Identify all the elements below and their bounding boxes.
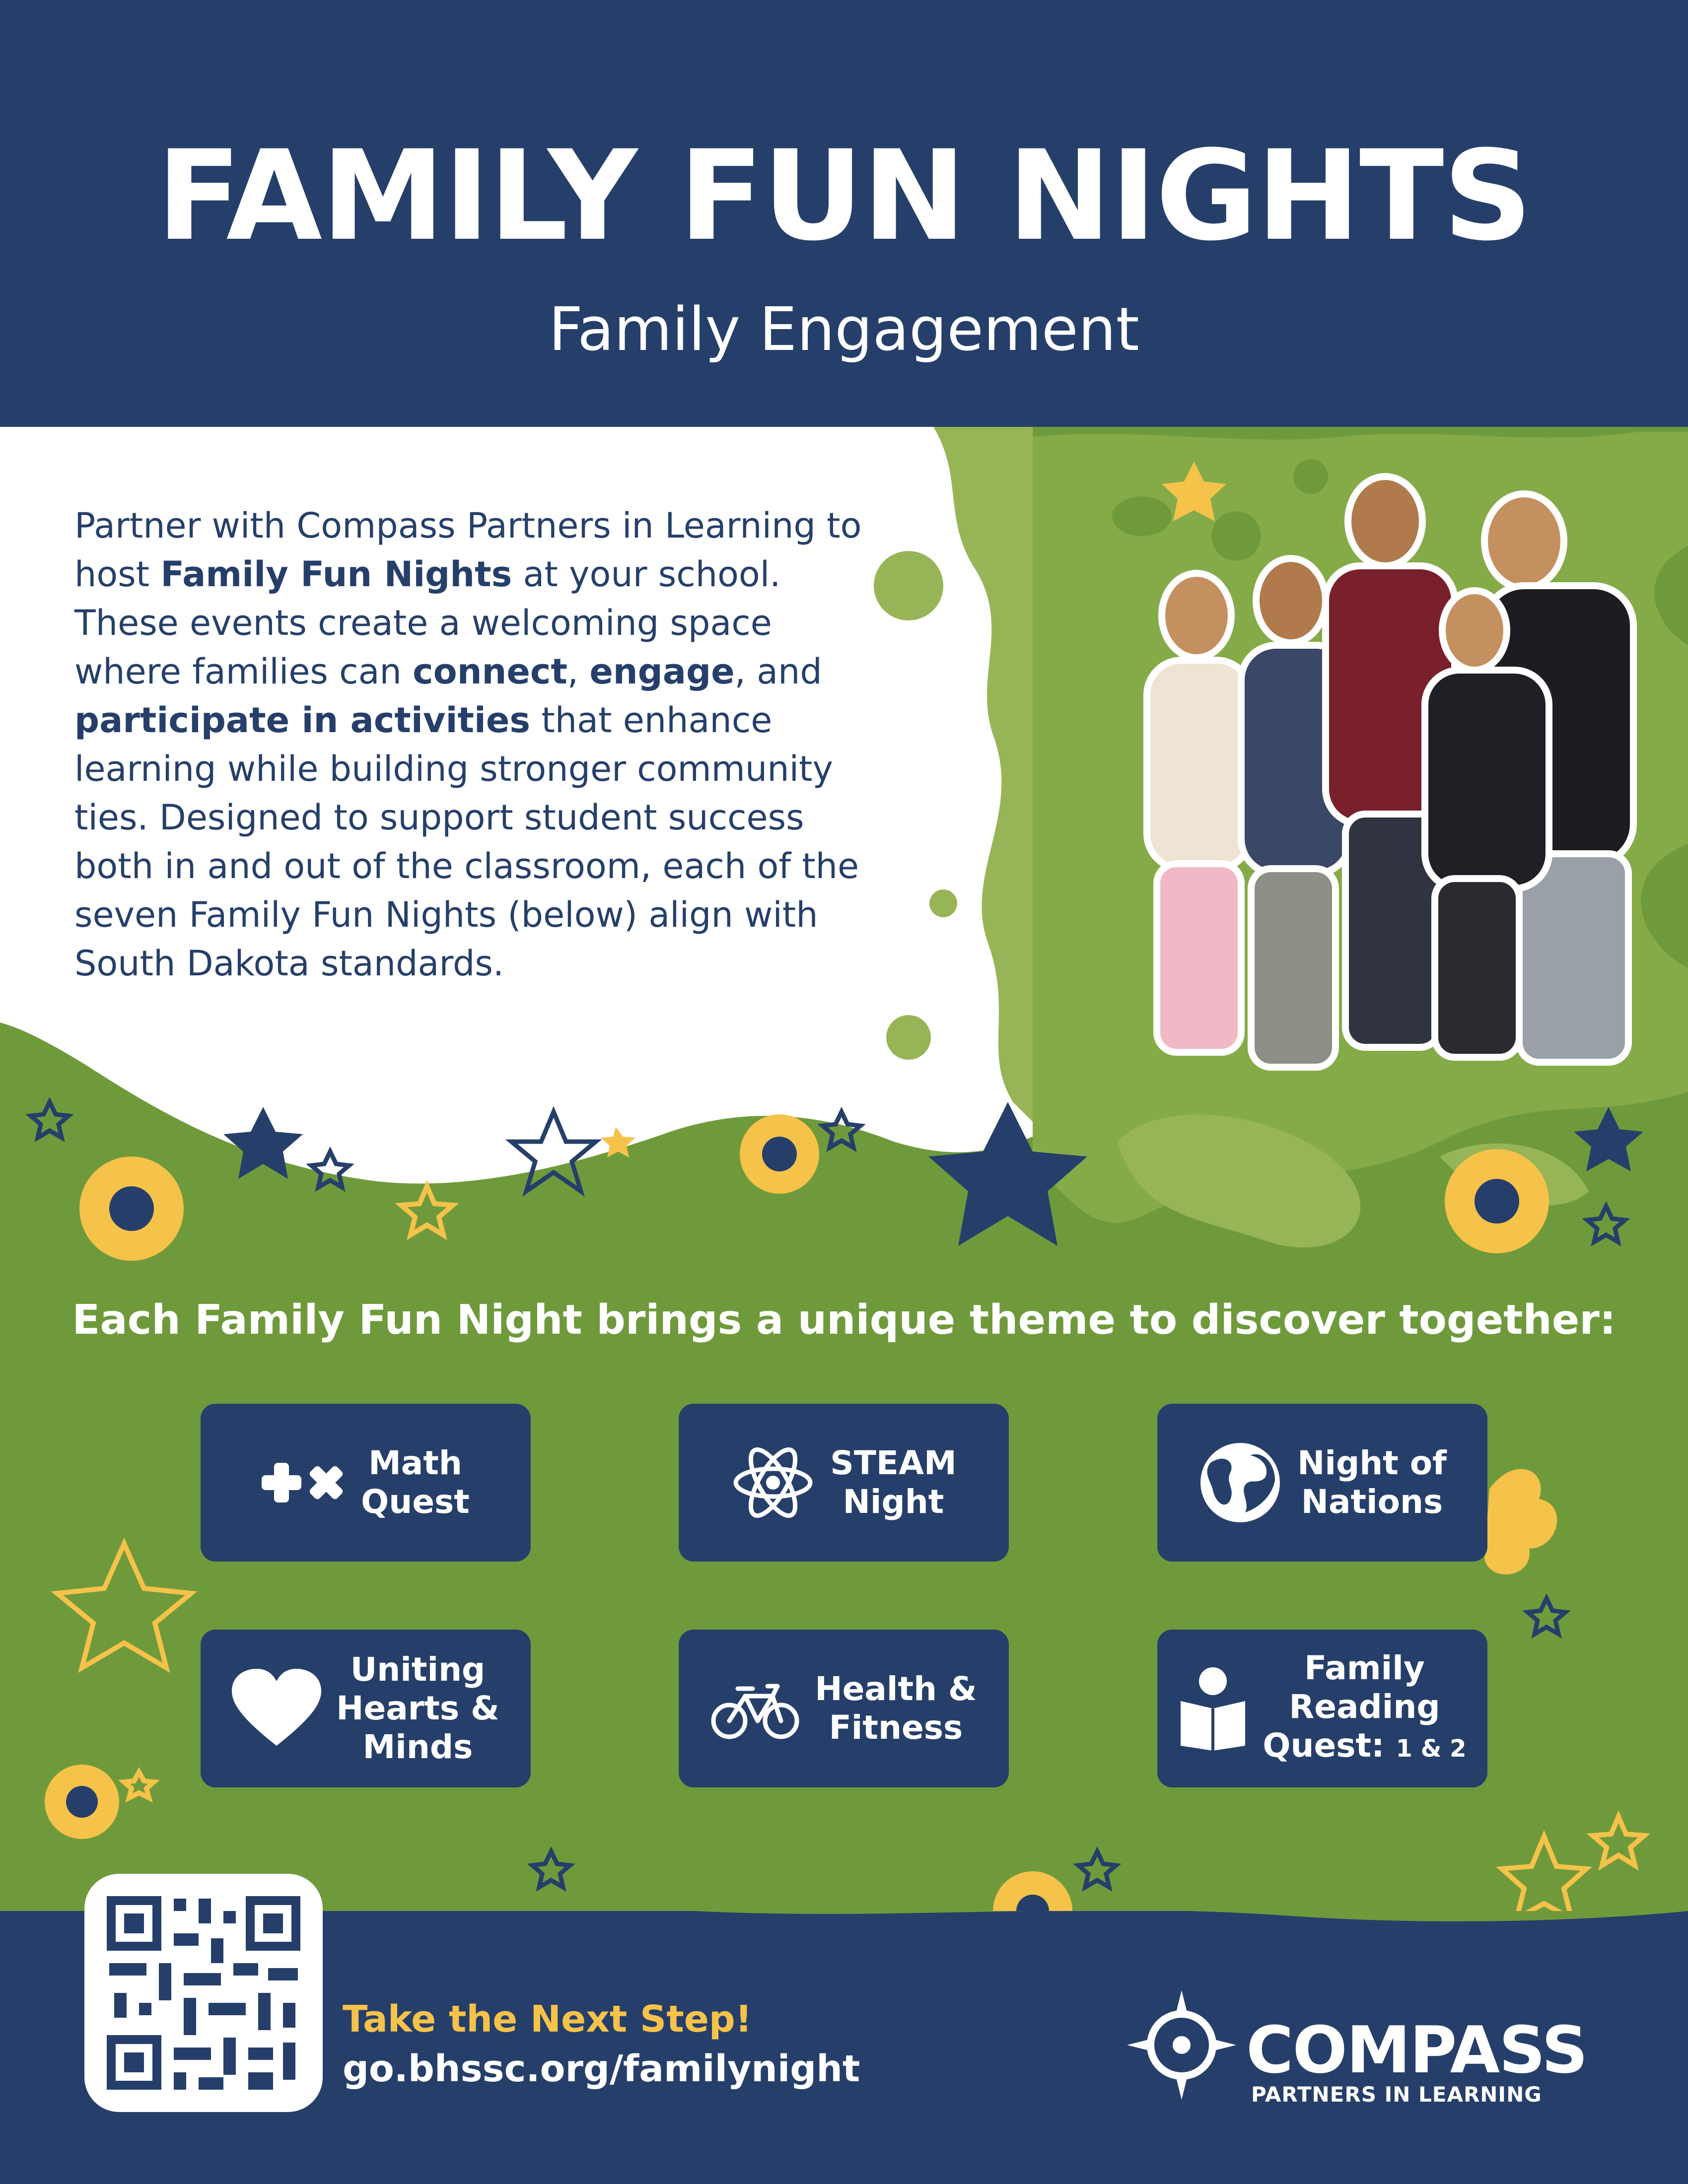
qr-code[interactable] xyxy=(84,1874,323,2112)
url-link[interactable]: go.bhssc.org/familynight xyxy=(343,2048,860,2090)
theme-label: Night of Nations xyxy=(1297,1444,1447,1521)
theme-tile-math-quest xyxy=(201,1404,531,1562)
theme-label: Math Quest xyxy=(361,1444,470,1521)
atom-icon xyxy=(731,1440,815,1525)
theme-label: Family Reading Quest: 1 & 2 xyxy=(1263,1649,1467,1765)
themes-heading: Each Family Fun Night brings a unique theme to discover together: xyxy=(72,1297,1616,1344)
heart-icon xyxy=(232,1669,321,1748)
theme-tile-steam-night xyxy=(679,1404,1009,1562)
theme-label: STEAM Night xyxy=(830,1444,957,1521)
cta-text: Take the Next Step! xyxy=(343,1998,752,2041)
theme-tile-uniting-hearts xyxy=(201,1630,531,1787)
globe-icon xyxy=(1198,1440,1282,1525)
intro-bold-participate: participate in activities xyxy=(74,700,531,741)
brand-tagline: PARTNERS IN LEARNING xyxy=(1251,2082,1542,2107)
theme-tile-night-of-nations xyxy=(1157,1404,1487,1562)
page-title: FAMILY FUN NIGHTS xyxy=(156,124,1532,268)
family-photo xyxy=(1107,467,1688,1107)
bicycle-icon xyxy=(710,1676,800,1741)
intro-bold-engage: engage xyxy=(589,651,735,692)
theme-tile-family-reading-quest xyxy=(1157,1630,1487,1787)
theme-tile-health-fitness xyxy=(679,1630,1009,1787)
reader-icon xyxy=(1178,1666,1248,1751)
intro-paragraph: Partner with Compass Partners in Learning to host Family Fun Nights at your school. These events create a welcoming space where families can connect, engage, and participate in activities that enhance learning while building stronger community ties. Designed to support student success both in and out of the classroom, each of the seven Family Fun Nights (below) align with South Dakota standards. xyxy=(74,505,862,984)
brand-name: COMPASS xyxy=(1246,2012,1587,2088)
page-subtitle: Family Engagement xyxy=(549,295,1139,364)
intro-bold-family-fun-nights: Family Fun Nights xyxy=(160,554,512,595)
compass-logo-icon xyxy=(1125,1988,1239,2102)
theme-label: Uniting Hearts & Minds xyxy=(336,1650,499,1766)
header-banner xyxy=(0,0,1688,427)
theme-label: Health & Fitness xyxy=(815,1670,977,1747)
plus-times-icon xyxy=(262,1458,346,1507)
qr-code-pattern xyxy=(84,1874,323,2112)
intro-bold-connect: connect xyxy=(413,651,567,692)
